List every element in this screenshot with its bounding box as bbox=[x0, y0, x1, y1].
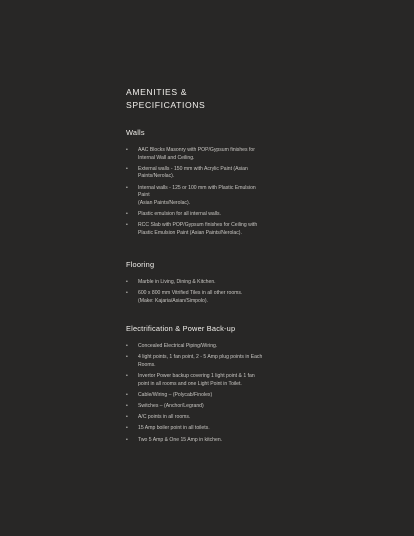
list-item: • A/C points in all rooms. bbox=[126, 414, 296, 422]
list-item: • Two 5 Amp & One 15 Amp in kitchen. bbox=[126, 437, 296, 445]
list-item: • Plastic emulsion for all internal walls. bbox=[126, 211, 296, 219]
list-item: • AAC Blocks Masonry with POP/Gypsum finishes for Internal Wall and Ceiling. bbox=[126, 147, 296, 162]
list-item: • RCC Slab with POP/Gypsum finishes for Ceiling with Plastic Emulsion Paint (Asian Paints/Nerolac). bbox=[126, 222, 296, 237]
list-item: • Concealed Electrical Piping/Wiring. bbox=[126, 343, 296, 351]
walls-section bbox=[126, 128, 296, 241]
list-item: • Switches – (Anchor/Legrand) bbox=[126, 403, 296, 411]
page-title-line-2: SPECIFICATIONS bbox=[126, 100, 206, 110]
list-item: • Cable/Wiring – (Polycab/Finolex) bbox=[126, 392, 296, 400]
list-item: • External walls - 150 mm with Acrylic Paint (Asian Paints/Nerolac). bbox=[126, 166, 296, 181]
section-heading-electrification: Electrification & Power Back-up bbox=[126, 324, 236, 333]
page-title-line-1: AMENITIES & bbox=[126, 87, 188, 97]
list-item: • Internal walls - 125 or 100 mm with Plastic Emulsion Paint (Asian Paints/Nerolac). bbox=[126, 185, 296, 208]
list-item: • 4 light points, 1 fan point, 2 - 5 Amp plug points in Each Rooms. bbox=[126, 354, 296, 369]
electrification-section bbox=[126, 324, 296, 448]
section-heading-flooring: Flooring bbox=[126, 260, 155, 269]
list-item: • Invertor Power backup covering 1 light point & 1 fan point in all rooms and one Light Point in Toilet. bbox=[126, 373, 296, 388]
flooring-list bbox=[126, 279, 296, 305]
page-title bbox=[126, 86, 205, 112]
electrification-list bbox=[126, 343, 296, 444]
list-item: • 15 Amp boiler point in all toilets. bbox=[126, 425, 296, 433]
list-item: • 600 x 800 mm Vitrified Tiles in all other rooms. (Make: Kajaria/Asian/Simpolo). bbox=[126, 290, 296, 305]
section-heading-walls: Walls bbox=[126, 128, 145, 137]
flooring-section bbox=[126, 260, 296, 309]
walls-list bbox=[126, 147, 296, 237]
list-item: • Marble in Living, Dining & Kitchen. bbox=[126, 279, 296, 287]
